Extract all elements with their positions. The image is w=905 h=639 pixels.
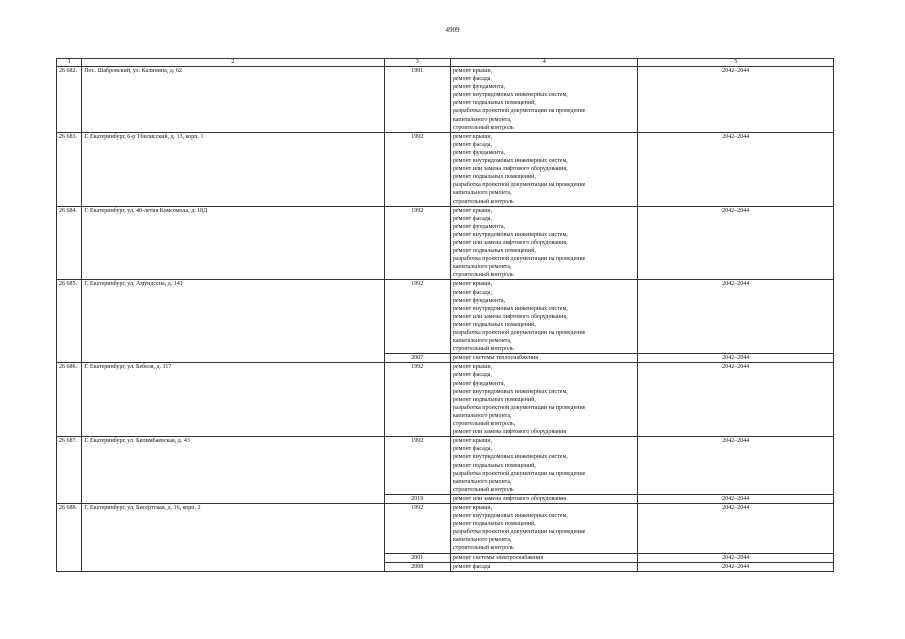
row-works: ремонт крыши, ремонт фасада, ремонт внутридомовых инженерных систем, ремонт подвальных помещений, разработка проектной документации на проведение капитального ремонта, строительный контроль xyxy=(451,437,638,495)
row-year: 2001 xyxy=(384,553,451,562)
row-period: 2042–2044 xyxy=(638,206,834,280)
row-works: ремонт крыши, ремонт внутридомовых инженерных систем, ремонт подвальных помещений, разработка проектной документации на проведение капитального ремонта, строительный контроль xyxy=(451,503,638,553)
table-body xyxy=(57,59,834,572)
row-works: ремонт крыши, ремонт фасада, ремонт фундамента, ремонт внутридомовых инженерных систем, ремонт подвальных помещений, разработка проектной документации на проведение капитального ремонта, строительный контроль xyxy=(451,67,638,133)
table-row xyxy=(57,503,834,553)
row-address: Г. Екатеринбург, ул. Бебеля, д. 117 xyxy=(82,363,384,437)
row-period: 2042–2044 xyxy=(638,494,834,503)
header-col-1: 1 xyxy=(57,59,82,67)
row-works: ремонт фасада xyxy=(451,562,638,571)
table-row xyxy=(57,363,834,437)
row-period: 2042–2044 xyxy=(638,354,834,363)
row-period: 2042–2044 xyxy=(638,503,834,553)
table-row xyxy=(57,67,834,133)
repair-schedule-table xyxy=(56,58,834,572)
row-year: 1992 xyxy=(384,363,451,437)
header-col-4: 4 xyxy=(451,59,638,67)
table-header-row xyxy=(57,59,834,67)
row-number: 26 687. xyxy=(57,437,82,504)
row-year: 1991 xyxy=(384,67,451,133)
header-col-2: 2 xyxy=(82,59,384,67)
row-number: 26 685. xyxy=(57,280,82,363)
table-row xyxy=(57,437,834,495)
row-year: 1992 xyxy=(384,132,451,206)
row-year: 2007 xyxy=(384,354,451,363)
row-period: 2042–2044 xyxy=(638,132,834,206)
row-year: 1992 xyxy=(384,280,451,354)
table-row xyxy=(57,206,834,280)
row-year: 2008 xyxy=(384,562,451,571)
row-year: 1992 xyxy=(384,206,451,280)
row-address: Г. Екатеринбург, ул. 40-летия Комсомола, д. 18Д xyxy=(82,206,384,280)
row-period: 2042–2044 xyxy=(638,67,834,133)
row-works: ремонт или замена лифтового оборудования xyxy=(451,494,638,503)
row-number: 26 683. xyxy=(57,132,82,206)
row-number: 26 688. xyxy=(57,503,82,571)
row-period: 2042–2044 xyxy=(638,363,834,437)
row-year: 1992 xyxy=(384,503,451,553)
row-year: 1992 xyxy=(384,437,451,495)
row-address: Г. Екатеринбург, ул. Билимбаевская, д. 43 xyxy=(82,437,384,504)
row-works: ремонт крыши, ремонт фасада, ремонт фундамента, ремонт внутридомовых инженерных систем, ремонт или замена лифтового оборудования, ремонт подвальных помещений, разработка проектной документации на проведение капитального ремонта, строительный контроль xyxy=(451,132,638,206)
header-col-3: 3 xyxy=(384,59,451,67)
row-number: 26 682. xyxy=(57,67,82,133)
row-period: 2042–2044 xyxy=(638,553,834,562)
row-period: 2042–2044 xyxy=(638,437,834,495)
table-row xyxy=(57,280,834,354)
row-address: Пос. Шабровский, ул. Калинина, д. 62 xyxy=(82,67,384,133)
row-address: Г. Екатеринбург, 6-р Тбилисский, д. 13, корп. 1 xyxy=(82,132,384,206)
row-works: ремонт крыши, ремонт фасада, ремонт фундамента, ремонт внутридомовых инженерных систем, ремонт или замена лифтового оборудования, ремонт подвальных помещений, разработка проектной документации на проведение капитального ремонта, строительный контроль xyxy=(451,280,638,354)
row-year: 2019 xyxy=(384,494,451,503)
row-period: 2042–2044 xyxy=(638,280,834,354)
page-number: 4909 xyxy=(445,26,460,34)
row-period: 2042–2044 xyxy=(638,562,834,571)
row-works: ремонт крыши, ремонт фасада, ремонт фундамента, ремонт внутридомовых инженерных систем, ремонт подвальных помещений, разработка проектной документации на проведение капитального ремонта, строительный контроль, ремонт или замена лифтового оборудования xyxy=(451,363,638,437)
row-number: 26 686. xyxy=(57,363,82,437)
row-address: Г. Екатеринбург, ул. Амундсена, д. 141 xyxy=(82,280,384,363)
row-works: ремонт системы электроснабжения xyxy=(451,553,638,562)
table-row xyxy=(57,132,834,206)
header-col-5: 5 xyxy=(638,59,834,67)
row-works: ремонт системы теплоснабжения xyxy=(451,354,638,363)
row-address: Г. Екатеринбург, ул. Бисертская, д. 16, корп. 2 xyxy=(82,503,384,571)
row-number: 26 684. xyxy=(57,206,82,280)
row-works: ремонт крыши, ремонт фасада, ремонт фундамента, ремонт внутридомовых инженерных систем, ремонт или замена лифтового оборудования, ремонт подвальных помещений, разработка проектной документации на проведение капитального ремонта, строительный контроль xyxy=(451,206,638,280)
